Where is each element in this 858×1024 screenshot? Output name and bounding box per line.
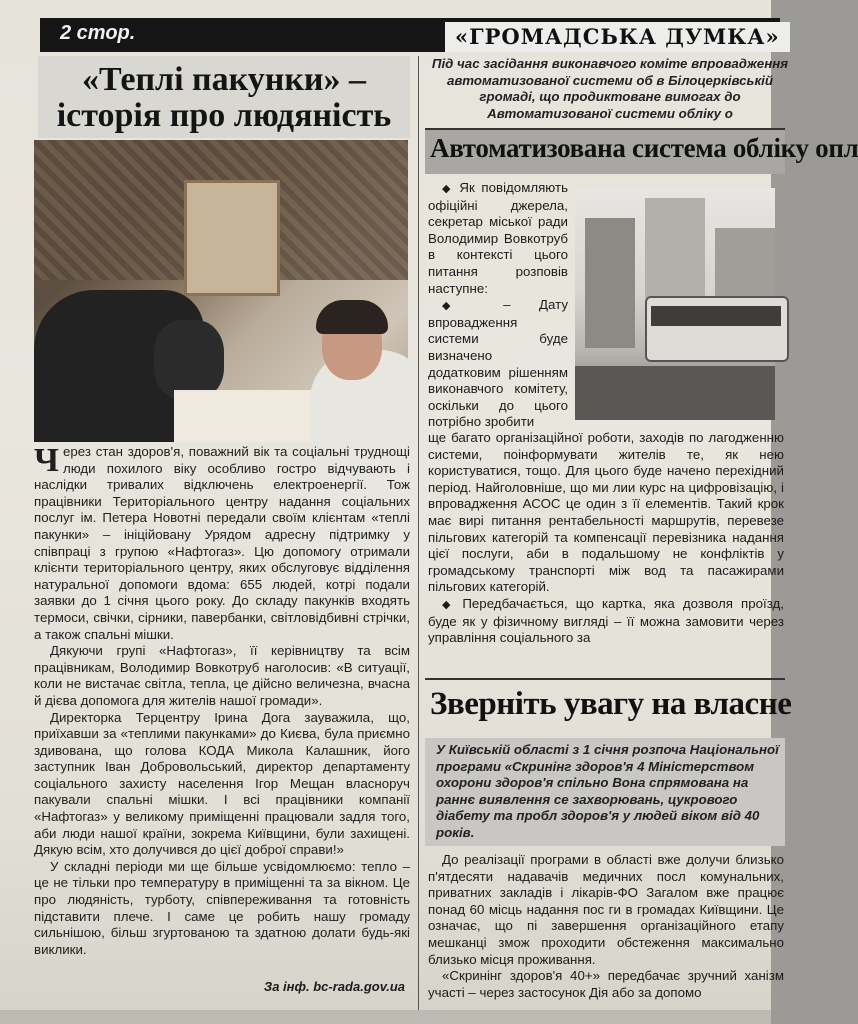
photo-person-left-head bbox=[154, 320, 224, 400]
right-bottom-paragraph-1: До реалізації програми в області вже долучи близько п'ятдесяти надавачів медичних посл комунальних, приватних закладів і лікарів-ФО Загалом вже працює понад 60 місць надання пос ги в громадах Київщини. Це означає, що пі завершення організаційного етапу мешканці змож проходити обстеження максимально близько місця проживання. bbox=[428, 852, 784, 967]
photo-building bbox=[585, 218, 635, 348]
right-bottom-headline: Зверніть увагу на власне bbox=[430, 686, 792, 722]
left-paragraph-1: ерез стан здоров'я, поважний вік та соціальні труднощі люди похилого віку особливо гостро відчувають і наслідки тривалих відключень електроенергії. Тож працівники Територіального центру надання соціальних послуг ім. Петера Новотні передали своїм клієнтам «теплі пакунки» – ініційовану Урядом адресну підтримку у співпраці з групою «Нафтогаз». Цю допомогу отримали клієнти територіального центру, яких обслуговує відділення натуральної допомоги вдома: 655 людей, котрі подали заявки до 1 січня цього року. До складу пакунків входять термоси, свічки, сірники, павербанки, світловідбивні стрічки, а також спальні мішки. bbox=[34, 444, 410, 642]
right-narrow-paragraph-2: – Дату впровадження системи буде визначено додатковим рішенням виконавчого комітету, оскільки до цього потрібно зробити bbox=[428, 297, 568, 430]
right-top-narrow-text bbox=[428, 180, 568, 431]
drop-cap: Ч bbox=[34, 442, 59, 479]
left-paragraph-2: Дякуючи групі «Нафтогаз», її керівництву та всім працівникам, Володимир Вовкотруб наголосив: «В ситуації, коли не вистачає світла, тепла, це дійсно величезна, вчасна й дієва допомога для жителів нашої громади». bbox=[34, 643, 410, 708]
section-rule bbox=[425, 678, 785, 680]
left-paragraph-4: У складні періоди ми ще більше усвідомлюємо: тепло – це не тільки про температуру в приміщенні та за вікном. Це про людяність, турботу, співпереживання та готовність підставити плече. І саме це робить нашу громаду сильнішою, більш згуртованою та здатною долати будь-які виклики. bbox=[34, 858, 410, 957]
right-bottom-paragraph-2: «Скринінг здоров'я 40+» передбачає зручний ханізм участі – через застосунок Дія або за допомо bbox=[428, 968, 784, 1000]
photo-portrait-frame bbox=[184, 180, 280, 296]
left-title-line2: історія про людяність bbox=[56, 97, 392, 134]
newspaper-name: «ГРОМАДСЬКА ДУМКА» bbox=[445, 22, 790, 52]
right-bottom-body bbox=[428, 852, 784, 1001]
column-divider bbox=[418, 56, 419, 1016]
right-bottom-lead: У Київській області з 1 січня розпоча Національної програми «Скринінг здоров'я 4 Міністерством охорони здоров'я спільно Вона спрямована на раннє виявлення се захворювань, цукрового діабету та пробл здоров'я у людей віком від 40 років. bbox=[436, 742, 779, 840]
right-wide-paragraph-1: ще багато організаційної роботи, заходів по лагодженню системи, поінформувати жителів те, як нею користуватися, тощо. Для цього буде начено перехідний період. Найголовніше, що ми лии курс на цифровізацію, і впровадження АСОС це один з її елементів. Такий крок має вирі питання рентабельності маршрутів, перевезе пільгових категорій та компенсації перевізника надання цієї послуги, аби в подальшому не конфліктів у громадському транспорті між вод та пасажирами пільгових категорій. bbox=[428, 430, 784, 595]
right-wide-paragraph-2: Передбачається, що картка, яка дозволя проїзд, буде як у фізичному вигляді – її можна замовити через управління соціального за bbox=[428, 595, 785, 646]
photo-building bbox=[645, 198, 705, 298]
right-top-lead: Під час засідання виконавчого коміте впровадження автоматизованої системи об в Білоцерківській громаді, що продиктоване вимогах до Автоматизованої системи обліку о bbox=[431, 56, 789, 121]
page-header-bar bbox=[40, 18, 780, 52]
right-top-headline: Автоматизована система обліку опл bbox=[430, 133, 858, 163]
article-photo bbox=[34, 140, 408, 442]
photo-bus-windows bbox=[651, 306, 781, 326]
page-number: 2 стор. bbox=[60, 22, 136, 44]
bullet-icon: ◆ bbox=[442, 183, 460, 195]
left-title-line1: «Теплі пакунки» – bbox=[81, 61, 367, 98]
photo-road bbox=[575, 366, 775, 420]
left-paragraph-3: Директорка Терцентру Ірина Дога зауважила, що, приїхавши за «теплими пакунками» до Києва, була приємно здивована, що голова КОДА Микола Калашник, його заступник Іван Добровольський, директор департаменту соціального захисту населення Ігор Мещан власноруч пакували спальні мішки. І всі працівники компанії «Нафтогаз» у великому приміщенні працювали задля того, аби люди нашої країни, зокрема Київщини, були захищені. Дякую всім, хто долучився до цієї доброї справи!» bbox=[34, 709, 410, 858]
bullet-icon: ◆ bbox=[442, 598, 463, 611]
right-narrow-paragraph-1: Як повідомляють офіційні джерела, секретар міської ради Володимир Вовкотруб в контексті цього питання розповів наступне: bbox=[428, 180, 569, 296]
right-top-wide-text bbox=[428, 430, 784, 647]
bullet-icon: ◆ bbox=[442, 300, 504, 313]
article-source: За інф. bc-rada.gov.ua bbox=[263, 979, 405, 994]
page-bottom-edge bbox=[0, 1010, 771, 1024]
bus-photo bbox=[575, 188, 775, 420]
photo-person-right-hair bbox=[316, 300, 388, 334]
left-article-title bbox=[38, 56, 410, 138]
left-article-body bbox=[34, 444, 410, 958]
